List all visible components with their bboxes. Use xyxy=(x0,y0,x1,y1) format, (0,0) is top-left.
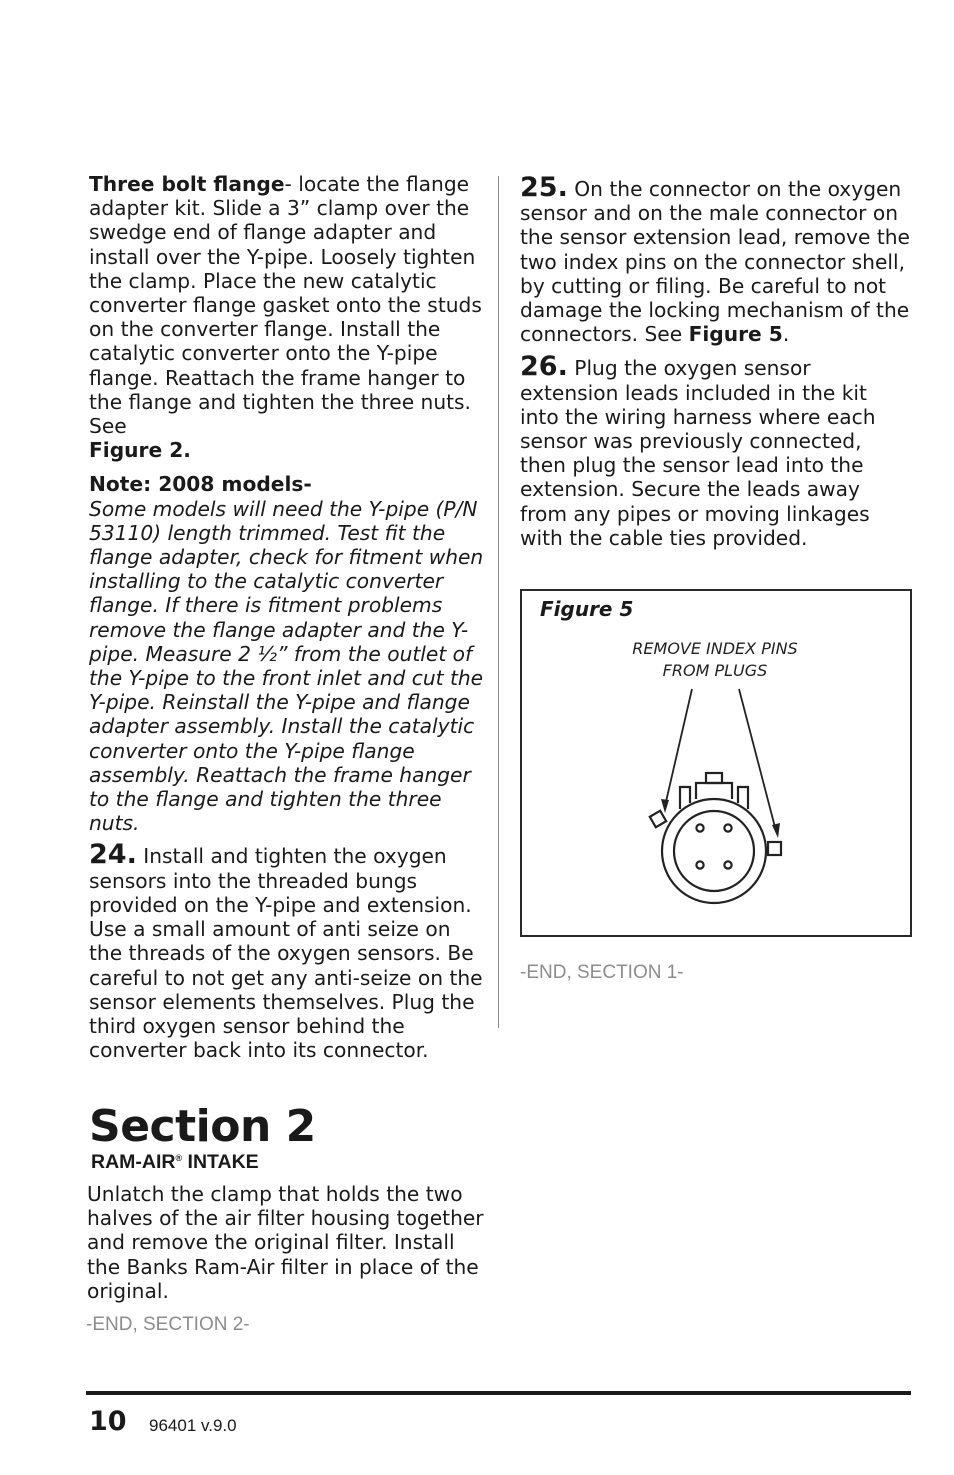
left-column xyxy=(89,172,485,1062)
section-2-body: Unlatch the clamp that holds the two halves of the air filter housing together and remove the original filter. Install the Banks Ram-Air filter in place of the original. xyxy=(87,1182,484,1303)
left-pointer-arrow xyxy=(661,799,669,813)
step-24-number: 24. xyxy=(89,839,137,871)
step-25-end: . xyxy=(782,322,790,347)
figure-label-line1: REMOVE INDEX PINS xyxy=(632,639,798,658)
connector-pins xyxy=(696,824,731,868)
flange-text: - locate the flange adapter kit. Slide a 3” clamp over the swedge end of flange adapter and install over the Y-pipe. Loosely tighten the clamp. Place the new catalytic converter flange gasket onto the studs on the converter flange. Install the catalytic converter onto the Y-pipe flange. Reattach the frame hanger to the flange and tighten the three nuts. See xyxy=(89,172,482,439)
step-26-number: 26. xyxy=(520,351,568,383)
step-26 xyxy=(520,351,910,550)
flange-title: Three bolt flange xyxy=(89,172,285,196)
end-section-1: -END, SECTION 1- xyxy=(520,962,684,983)
figure-5 xyxy=(520,589,912,937)
flange-figure-ref: Figure 2. xyxy=(89,438,191,463)
registered-mark: ® xyxy=(175,1153,183,1163)
step-25-figure-ref: Figure 5 xyxy=(688,322,783,347)
step-24 xyxy=(89,839,485,1063)
end-section-2: -END, SECTION 2- xyxy=(86,1314,250,1335)
document-code: 96401 v.9.0 xyxy=(149,1416,237,1435)
connector-diagram xyxy=(522,591,910,935)
figure-caption: Figure 5 xyxy=(540,597,634,621)
section-2-title: Section 2 xyxy=(89,1101,316,1152)
note-title: Note: 2008 models- xyxy=(89,472,312,497)
note-text: Some models will need the Y-pipe (P/N 53110) length trimmed. Test fit the flange adapter, check for fitment when installing to the catalytic converter flange. If there is fitment problems remove the flange adapter and the Y-pipe. Measure 2 ½” from the outlet of the Y-pipe to the front inlet and cut the Y-pipe. Reinstall the Y-pipe and flange adapter assembly. Install the catalytic converter onto the Y-pipe flange assembly. Reattach the frame hanger to the flange and tighten the three nuts. xyxy=(89,496,484,836)
step-26-text: Plug the oxygen sensor extension leads included in the kit into the wiring harness where each sensor was previously connected, then plug the sensor lead into the extension. Secure the leads away from any pipes or moving linkages with the cable ties provided. xyxy=(520,356,876,550)
step-25 xyxy=(520,172,910,347)
step-25-text: On the connector on the oxygen sensor and on the male connector on the sensor extension lead, remove the two index pins on the connector shell, by cutting or filing. Be careful to not damage the locking mechanism of the connectors. See xyxy=(520,177,910,347)
figure-label-line2: FROM PLUGS xyxy=(662,661,768,680)
section-2-subtitle xyxy=(91,1151,259,1174)
right-pointer-arrow xyxy=(772,823,780,838)
section-2-subtitle-rest: INTAKE xyxy=(182,1151,259,1173)
section-2-subtitle-text: RAM-AIR xyxy=(91,1151,176,1173)
footer-rule xyxy=(86,1391,911,1395)
column-divider xyxy=(498,176,499,1028)
step-25-number: 25. xyxy=(520,172,568,203)
connector-body xyxy=(650,773,781,903)
flange-paragraph xyxy=(89,172,485,462)
left-pointer-line xyxy=(665,689,692,806)
page-number: 10 xyxy=(89,1406,127,1437)
step-24-text: Install and tighten the oxygen sensors into the threaded bungs provided on the Y-pipe and extension. Use a small amount of anti seize on the threads of the oxygen sensors. Be careful to not get any anti-seize on the sensor elements themselves. Plug the third oxygen sensor behind the converter back into its connector. xyxy=(89,844,483,1063)
right-column xyxy=(520,172,910,550)
